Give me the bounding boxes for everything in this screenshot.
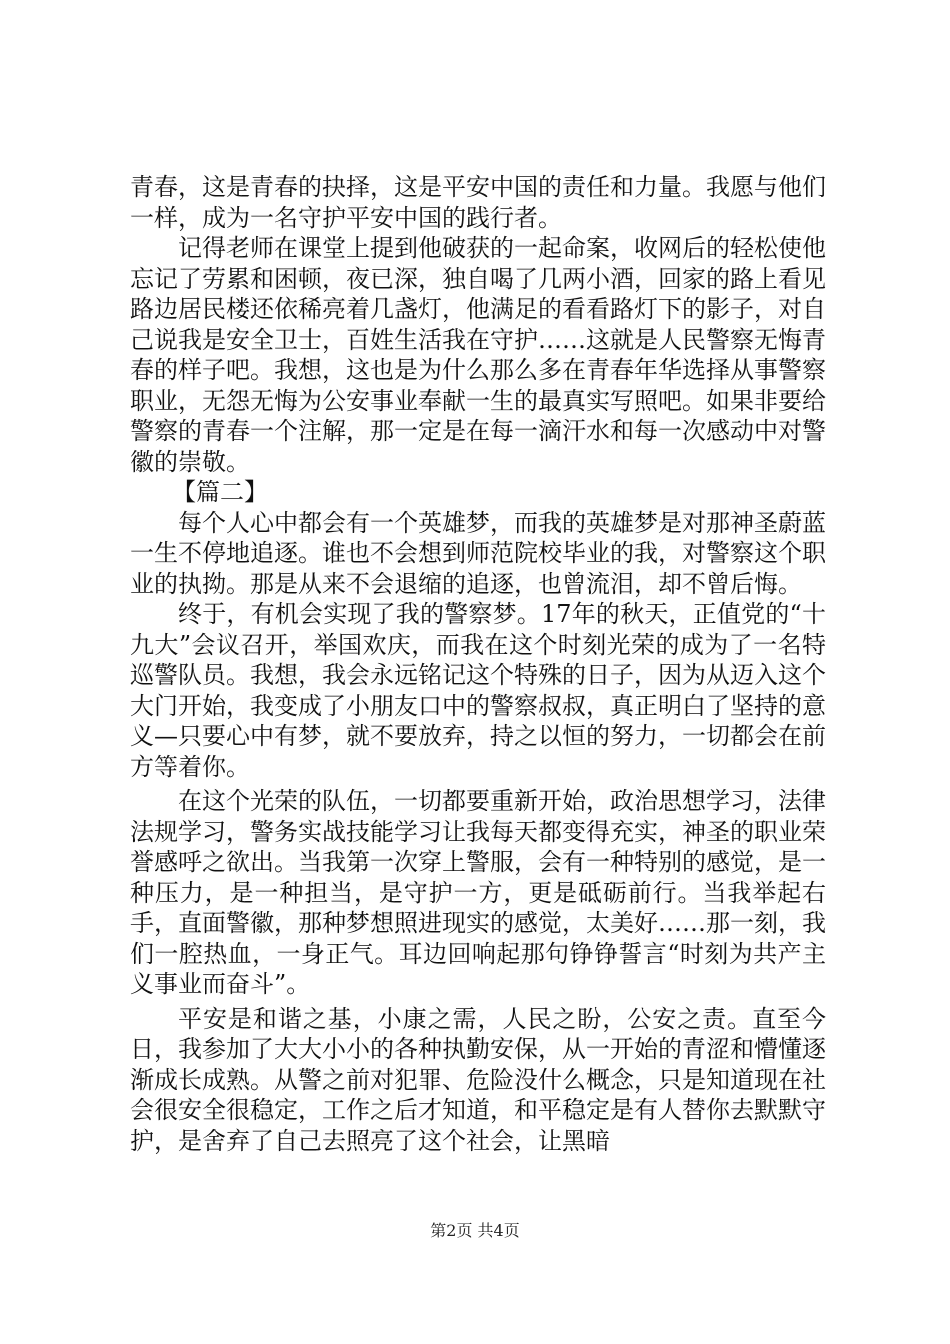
paragraph-peace: 平安是和谐之基，小康之需，人民之盼，公安之责。直至今日，我参加了大大小小的各种执勤安保，从一开始的青涩和懵懂逐渐成长成熟。从警之前对犯罪、危险没什么概念，只是知道现在社会很安全很稳定，工作之后才知道，和平稳定是有人替你去默默守护，是舍弃了自己去照亮了这个社会，让黑暗 <box>130 1004 826 1155</box>
document-body <box>130 172 826 1156</box>
paragraph-glorious-team: 在这个光荣的队伍，一切都要重新开始，政治思想学习，法律法规学习，警务实战技能学习让我每天都变得充实，神圣的职业荣誉感呼之欲出。当我第一次穿上警服，会有一种特别的感觉，是一种压力，是一种担当，是守护一方，更是砥砺前行。当我举起右手，直面警徽，那种梦想照进现实的感觉，太美好……那一刻，我们一腔热血，一身正气。耳边回响起那句铮铮誓言“时刻为共产主义事业而奋斗”。 <box>130 787 826 998</box>
paragraph-continuation: 青春，这是青春的抉择，这是平安中国的责任和力量。我愿与他们一样，成为一名守护平安中国的践行者。 <box>130 173 826 232</box>
paragraph-hero-dream: 每个人心中都会有一个英雄梦，而我的英雄梦是对那神圣蔚蓝一生不停地追逐。谁也不会想到师范院校毕业的我，对警察这个职业的执拗。那是从来不会退缩的追逐，也曾流泪，却不曾后悔。 <box>130 508 826 598</box>
page-footer: 第2页 共4页 <box>430 1221 520 1240</box>
paragraph-police-dream: 终于，有机会实现了我的警察梦。17年的秋天，正值党的“十九大”会议召开，举国欢庆，而我在这个时刻光荣的成为了一名特巡警队员。我想，我会永远铭记这个特殊的日子，因为从迈入这个大门开始，我变成了小朋友口中的警察叔叔，真正明白了坚持的意义—只要心中有梦，就不要放弃，持之以恒的努力，一切都会在前方等着你。 <box>130 600 826 781</box>
paragraph-teacher-story: 记得老师在课堂上提到他破获的一起命案，收网后的轻松使他忘记了劳累和困顿，夜已深，独自喝了几两小酒，回家的路上看见路边居民楼还依稀亮着几盏灯，他满足的看看路灯下的影子，对自己说我是安全卫士，百姓生活我在守护……这就是人民警察无悔青春的样子吧。我想，这也是为什么那么多在青春年华选择从事警察职业，无怨无悔为公安事业奉献一生的最真实写照吧。如果非要给警察的青春一个注解，那一定是在每一滴汗水和每一次感动中对警徽的崇敬。 <box>130 234 826 476</box>
section-heading: 【篇二】 <box>172 478 268 506</box>
